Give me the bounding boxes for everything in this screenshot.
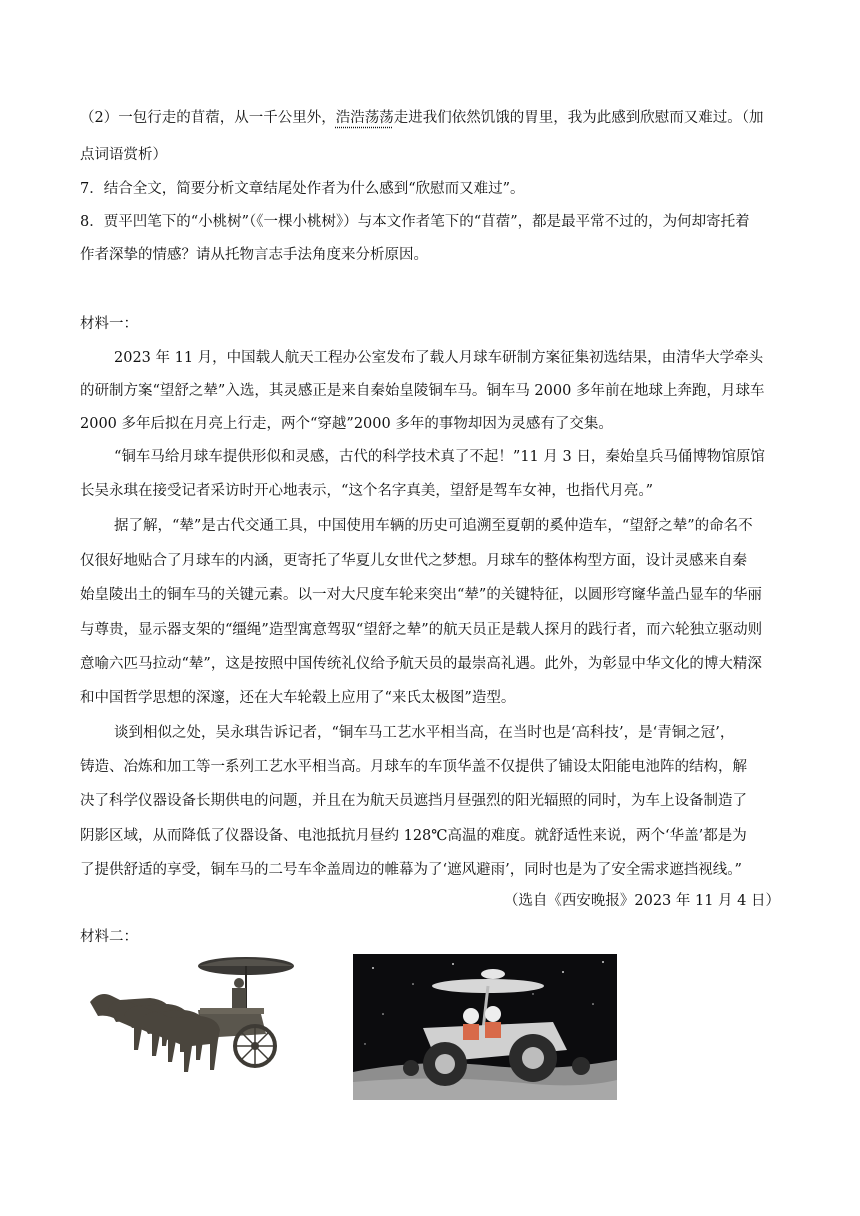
question-7: 7．结合全文，简要分析文章结尾处作者为什么感到“欣慰而又难过”。	[80, 181, 525, 197]
material-2-heading: 材料二：	[80, 929, 138, 945]
question-8-line-2: 作者深挚的情感？请从托物言志手法角度来分析原因。	[80, 247, 428, 263]
material-1-line: 仅很好地贴合了月球车的内涵，更寄托了华夏儿女世代之梦想。月球车的整体构型方面，设计灵感来自秦	[80, 553, 747, 569]
material-1-line: 了提供舒适的享受，铜车马的二号车伞盖周边的帷幕为了‘遮风避雨’，同时也是为了安全需求遮挡视线。”	[80, 862, 742, 878]
question-8-line-1: 8．贾平凹笔下的“小桃树”（《一棵小桃树》）与本文作者笔下的“苜蓿”，都是最平常不过的，为何却寄托着	[80, 214, 750, 230]
question-2-line-1	[80, 108, 785, 128]
q2-dotted-phrase: 浩浩荡荡	[335, 110, 394, 126]
question-2-line-2: 点词语赏析）	[80, 147, 167, 163]
q2-prefix: （2）一包行走的苜蓿，从一千公里外，	[80, 110, 336, 126]
lunar-rover-image	[353, 954, 617, 1100]
material-1-line: “铜车马给月球车提供形似和灵感，古代的科学技术真了不起！”11 月 3 日，秦始皇兵马俑博物馆原馆	[114, 449, 765, 465]
material-1-line: 2023 年 11 月，中国载人航天工程办公室发布了载人月球车研制方案征集初选结果，由清华大学牵头	[114, 350, 764, 366]
material-1-line: 始皇陵出土的铜车马的关键元素。以一对大尺度车轮来突出“辇”的关键特征，以圆形穹窿华盖凸显车的华丽	[80, 587, 762, 603]
bronze-chariot-image	[80, 950, 295, 1078]
material-1-line: 铸造、冶炼和加工等一系列工艺水平相当高。月球车的车顶华盖不仅提供了铺设太阳能电池阵的结构，解	[80, 759, 747, 775]
material-1-line: 谈到相似之处，吴永琪告诉记者，“铜车马工艺水平相当高，在当时也是‘高科技’，是‘青铜之冠’，	[114, 725, 735, 741]
material-1-line: 2000 多年后拟在月亮上行走，两个“穿越”2000 多年的事物却因为灵感有了交集。	[80, 416, 613, 432]
material-1-source: （选自《西安晚报》2023 年 11 月 4 日）	[503, 893, 780, 909]
material-1-line: 与尊贵，显示器支架的“缰绳”造型寓意驾驭“望舒之辇”的航天员正是载人探月的践行者，而六轮独立驱动则	[80, 622, 763, 638]
material-1-line: 据了解，“辇”是古代交通工具，中国使用车辆的历史可追溯至夏朝的奚仲造车，“望舒之辇”的命名不	[114, 518, 753, 534]
material-1-line: 阴影区域，从而降低了仪器设备、电池抵抗月昼约 128℃高温的难度。就舒适性来说，两个‘华盖’都是为	[80, 828, 747, 844]
material-1-heading: 材料一：	[80, 316, 138, 332]
material-1-line: 意喻六匹马拉动“辇”，这是按照中国传统礼仪给予航天员的最崇高礼遇。此外，为彰显中华文化的博大精深	[80, 656, 762, 672]
material-1-line: 和中国哲学思想的深邃，还在大车轮毂上应用了“来氏太极图”造型。	[80, 690, 516, 706]
material-1-line: 的研制方案“望舒之辇”入选，其灵感正是来自秦始皇陵铜车马。铜车马 2000 多年前在地球上奔跑，月球车	[80, 383, 765, 399]
material-1-line: 决了科学仪器设备长期供电的问题，并且在为航天员遮挡月昼强烈的阳光辐照的同时，为车上设备制造了	[80, 793, 747, 809]
material-1-line: 长吴永琪在接受记者采访时开心地表示，“这个名字真美，望舒是驾车女神，也指代月亮。”	[80, 483, 654, 499]
q2-suffix: 走进我们依然饥饿的胃里，我为此感到欣慰而又难过。（加	[393, 110, 764, 126]
